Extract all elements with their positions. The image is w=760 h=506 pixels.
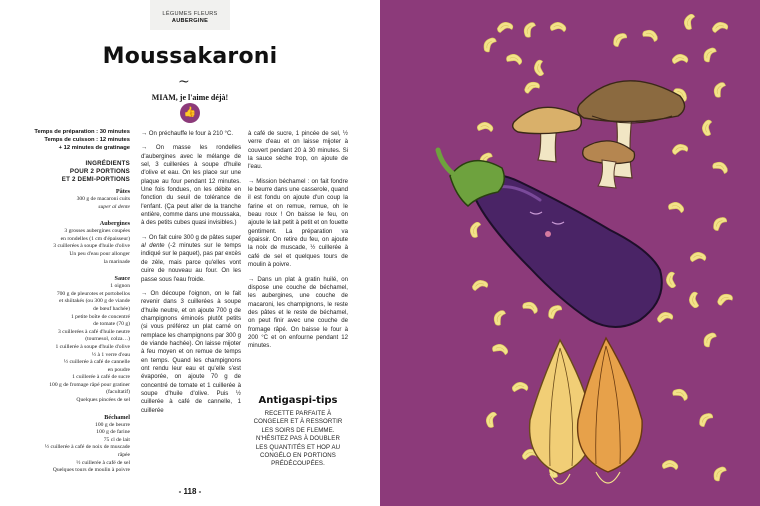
ingredient-line: et shiitakés (ou 300 g de viande: [59, 298, 130, 305]
ingredient-line: Un peu d'eau pour allonger: [69, 250, 130, 257]
ingredient-line: (tournesol, colza…): [85, 336, 130, 343]
thumbs-up-icon: 👍: [180, 103, 200, 123]
step-paragraph: → On fait cuire 300 g de pâtes super al dente (-2 minutes sur le temps indiqué sur le paquet), pas par excès de zèle, mais parce qu'elles vont cuire de nouveau au four. On les passe sous l'eau froide.: [141, 233, 241, 283]
ingredient-line: ½ cuillerée à café de cannelle: [63, 359, 130, 366]
ingredient-line: 100 g de farine: [96, 429, 130, 436]
tips-title: Antigaspi-tips: [258, 395, 338, 406]
step-paragraph: → On préchauffe le four à 210 °C.: [141, 130, 234, 137]
step-paragraph: à café de sucre, 1 pincée de sel, ½ verre d'eau et on laisse mijoter à couvert pendant 20 à 30 minutes. Si la sauce sèche trop, on ajoute de l'eau.: [248, 130, 348, 171]
ingredient-line: 1 oignon: [110, 283, 130, 290]
recipe-tagline: MIAM, je l'aime déjà!: [151, 93, 229, 102]
ingredient-line: 300 g de macaroni cuits: [76, 196, 130, 202]
ingredient-line: de bœuf hachée): [93, 305, 130, 312]
servings-line: INGRÉDIENTS: [85, 160, 130, 167]
ingredient-line: 3 grosses aubergines coupées: [64, 228, 130, 235]
ingredient-line: 700 g de pleurotes et portobellos: [56, 290, 130, 297]
page-number: - 118 -: [178, 487, 202, 496]
ingredient-line: 75 cl de lait: [103, 436, 130, 443]
tips-text: [248, 410, 348, 469]
steps-column-1: [141, 130, 241, 421]
ingredient-line: ½ cuillerée à café de noix de muscade: [44, 444, 130, 451]
ingredient-line: 100 g de beurre: [95, 421, 130, 428]
ingredient-section-title: Pâtes: [115, 188, 130, 195]
tips-line: CONGELER ET À RESSORTIR: [253, 418, 343, 426]
illustration-page: [380, 0, 760, 506]
ingredient-line: Quelques tours de moulin à poivre: [52, 467, 130, 474]
ingredient-line: (facultatif): [106, 389, 130, 396]
step-paragraph: → On découpe l'oignon, on le fait revenir dans 3 cuillerées à soupe d'huile neutre, et on ajoute 700 g de champignons émincés plutôt petits (si vous préférez un plat carné on remplace les champignons par 300 g de viande hachée). On laisse mijoter à feu moyen et on remue de temps en temps. Quand les champignons ont rendu leur eau et qu'elle s'est évaporée, on ajoute 70 g de concentré de tomate et 1 cuillerée à soupe d'huile d'olive. Puis ½ cuillerée à café de cannelle, 1 cuillerée: [141, 289, 241, 414]
ingredient-line: 3 cuillerées à café d'huile neutre: [58, 328, 130, 335]
recipe-title: Moussakaroni: [102, 44, 278, 69]
ingredient-line: 1 petite boîte de concentré: [70, 313, 130, 320]
tips-line: LES SOIRS DE FLEMME.: [261, 426, 335, 434]
time-info: [30, 128, 130, 152]
tips-line: RECETTE PARFAITE À: [264, 410, 332, 417]
ingredient-line: 3 cuillerées à soupe d'huile d'olive: [53, 243, 130, 250]
tips-line: PRÉDÉCOUPÉES.: [271, 460, 325, 468]
ingredient-line: super al dente: [98, 203, 130, 210]
recipe-illustration: [380, 0, 760, 506]
ingredients-column: [30, 128, 130, 475]
steps-column-2: [248, 130, 348, 357]
step-paragraph: → On masse les rondelles d'aubergines avec le mélange de sel, 3 cuillerées à soupe d'huile d'olive et eau. On les place sur une plaque au four pendant 12 minutes. Une fois fondues, on les débite en fonction du seuil de tolérance de l'enfant. (Ça peut aller de la tranche entière, comme dans une moussaka, à des petits cubes quasi invisibles.): [141, 144, 241, 227]
servings-heading: [30, 160, 130, 184]
ingredient-line: Quelques pincées de sel: [76, 397, 130, 404]
ingredient-line: ½ à 1 verre d'eau: [91, 351, 130, 358]
servings-line: POUR 2 PORTIONS: [69, 168, 130, 175]
ingredient-line: la marinade: [103, 258, 130, 265]
ingredient-line: en rondelles (1 cm d'épaisseur): [60, 235, 130, 242]
gratin-time: + 12 minutes de gratinage: [58, 145, 130, 151]
category-label: LÉGUMES FLEURS: [162, 11, 218, 17]
servings-line: ET 2 DEMI-PORTIONS: [61, 176, 130, 183]
ingredient-line: 100 g de fromage râpé pour gratiner: [49, 381, 130, 388]
cook-time: Temps de cuisson : 12 minutes: [44, 137, 130, 143]
ingredient-line: 1 cuillerée à café de sucre: [72, 374, 130, 381]
title-tilde-ornament: ~: [178, 74, 190, 90]
step-paragraph: → Dans un plat à gratin huilé, on dispose une couche de béchamel, les aubergines, une couche de macaroni, les champignons, le reste des pâtes et le reste de béchamel, on peut finir avec une couche de fromage râpé. On baisse le four à 200 °C et on enfourne pendant 12 minutes.: [248, 275, 348, 350]
tips-line: LES QUANTITÉS ET HOP AU: [255, 443, 341, 451]
ingredient-line: râpée: [117, 452, 130, 459]
ingredient-section-title: Sauce: [114, 275, 130, 283]
prep-time: Temps de préparation : 30 minutes: [34, 129, 130, 135]
subcategory-label: AUBERGINE: [171, 18, 209, 24]
ingredient-line: de tomate (70 g): [93, 321, 130, 328]
step-paragraph: → Mission béchamel : on fait fondre le beurre dans une casserole, quand il est fondu on ajoute d'un coup la farine et on remue, remue, oh le beau roux ! On baisse le feu, on ajoute le lait petit à petit et on fouette gentiment. La préparation va épaissir. On retire du feu, on ajoute la noix de muscade, ½ cuillerée à café de sel et quelques tours de moulin à poivre.: [248, 177, 348, 269]
tips-line: CONGÉLO EN PORTIONS: [260, 452, 336, 460]
category-header: [150, 0, 230, 30]
ingredient-section-title: Béchamel: [104, 413, 130, 421]
ingredient-line: 1 cuillerée à soupe d'huile d'olive: [55, 343, 130, 350]
ingredient-section-title: Aubergines: [99, 220, 130, 228]
ingredient-line: en poudre: [107, 366, 130, 373]
ingredient-line: ½ cuillerée à café de sel: [76, 459, 130, 466]
tips-line: N'HÉSITEZ PAS À DOUBLER: [256, 435, 340, 443]
